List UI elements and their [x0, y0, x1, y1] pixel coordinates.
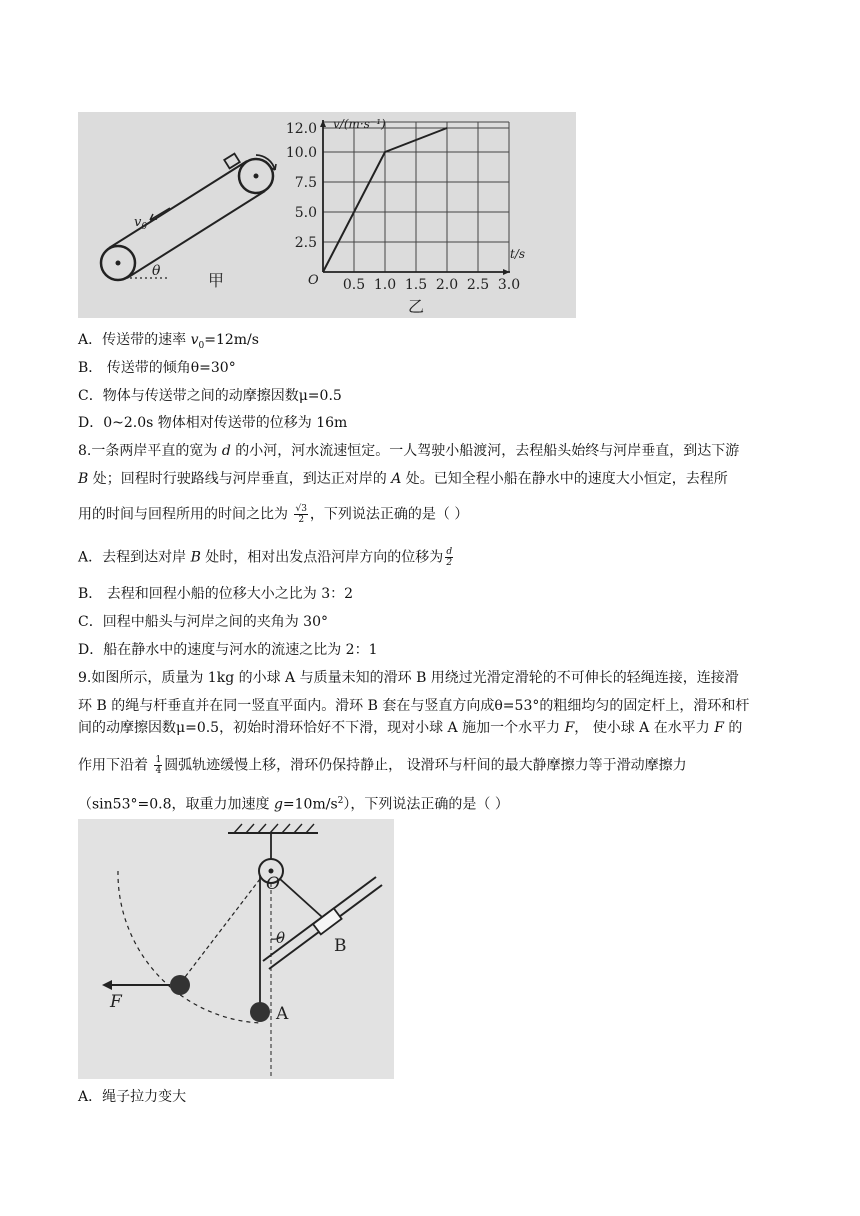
x-tick-label: 1.5	[404, 277, 428, 293]
q7-option-a: A．传送带的速率 $v_0=12m/s$	[78, 332, 259, 351]
x-tick-label: 0.5	[342, 277, 366, 293]
q8-option-b: B． 去程和回程小船的位移大小之比为 3：2	[78, 586, 354, 602]
y-tick-label: 10.0	[285, 145, 317, 161]
ball-a	[250, 1002, 270, 1022]
angle-label: θ	[276, 929, 286, 947]
x-axis-label: t/s	[510, 247, 526, 261]
vt-chart	[286, 120, 520, 293]
chart-grid	[323, 122, 509, 272]
ball-label: A	[276, 1004, 289, 1024]
q7-option-b: B． 传送带的倾角θ=30°	[78, 360, 236, 376]
y-axis-label: v/(m·s⁻¹)	[333, 117, 386, 131]
figure-pulley-ring-ball	[78, 819, 394, 1079]
q9-option-a: A．绳子拉力变大	[78, 1089, 187, 1105]
q8-option-a: A．去程到达对岸 B 处时，相对出发点沿河岸方向的位移为 $\frac{d}{2}$	[78, 547, 453, 568]
origin-label: O	[308, 273, 319, 288]
q9-stem-line4: 作用下沿着 $\frac{1}{4}$ 圆弧轨迹缓慢上移，滑环仍保持静止， 设滑环与杆间的最大静摩擦力等于滑动摩擦力	[78, 755, 687, 776]
q9-stem-line1: 9.如图所示，质量为 1kg 的小球 A 与质量未知的滑环 B 用绕过光滑定滑轮的不可伸长的轻绳连接，连接滑	[78, 670, 739, 686]
q8-stem-line1: 8.一条两岸平直的宽为 d 的小河，河水流速恒定。一人驾驶小船渡河，去程船头始终与河岸垂直，到达下游	[78, 443, 740, 459]
figure1-svg	[78, 112, 576, 318]
ceiling	[228, 824, 318, 859]
q8-option-c: C．回程中船头与河岸之间的夹角为 30°	[78, 614, 328, 630]
x-tick-label: 1.0	[373, 277, 397, 293]
q9-stem-line2: 环 B 的绳与杆垂直并在同一竖直平面内。滑环 B 套在与竖直方向成θ=53°的粗细均匀的固定杆上，滑环和杆	[78, 698, 750, 714]
x-tick-label: 3.0	[497, 277, 521, 293]
theta-label: θ	[152, 263, 161, 279]
q9-stem-line3: 间的动摩擦因数μ=0.5，初始时滑环恰好不下滑，现对小球 A 施加一个水平力 F， 使小球 A 在水平力 F 的	[78, 720, 743, 736]
figure2-svg	[78, 819, 394, 1079]
q9-stem-line5: （sin53°=0.8，取重力加速度 $g=10m/s^2$），下列说法正确的是（ ）	[78, 796, 509, 813]
x-tick-label: 2.0	[435, 277, 459, 293]
label-jia: 甲	[208, 271, 225, 290]
figure-conveyor-and-vt-graph	[78, 112, 576, 318]
q8-stem-line2: B 处；回程时行驶路线与河岸垂直，到达正对岸的 A 处。已知全程小船在静水中的速度大小恒定，去程所	[78, 471, 728, 487]
q7-option-d: D．0~2.0s 物体相对传送带的位移为 16m	[78, 415, 348, 431]
quarter-fraction: $\frac{1}{4}$	[155, 755, 162, 776]
conveyor-belt	[101, 154, 276, 280]
q8-stem-line3: 用的时间与回程所用的时间之比为 $\frac{√3}{2}$ ，下列说法正确的是（ ）	[78, 504, 469, 525]
force-label: F	[110, 992, 122, 1012]
y-tick-label: 7.5	[294, 175, 317, 191]
label-yi: 乙	[408, 297, 425, 316]
ring-label: B	[334, 936, 347, 956]
v0-label: $v_0$	[134, 215, 148, 232]
y-tick-label: 2.5	[294, 235, 317, 251]
y-tick-label: 5.0	[294, 205, 317, 221]
x-tick-label: 2.5	[466, 277, 490, 293]
q8-option-d: D．船在静水中的速度与河水的流速之比为 2：1	[78, 642, 378, 658]
q7-option-c: C．物体与传送带之间的动摩擦因数μ=0.5	[78, 388, 342, 404]
y-tick-label: 12.0	[285, 121, 317, 137]
ball-displaced	[170, 975, 190, 995]
d-half-fraction: $\frac{d}{2}$	[446, 547, 453, 568]
pulley-label: O	[266, 874, 280, 894]
ratio-fraction: $\frac{√3}{2}$	[295, 504, 307, 525]
